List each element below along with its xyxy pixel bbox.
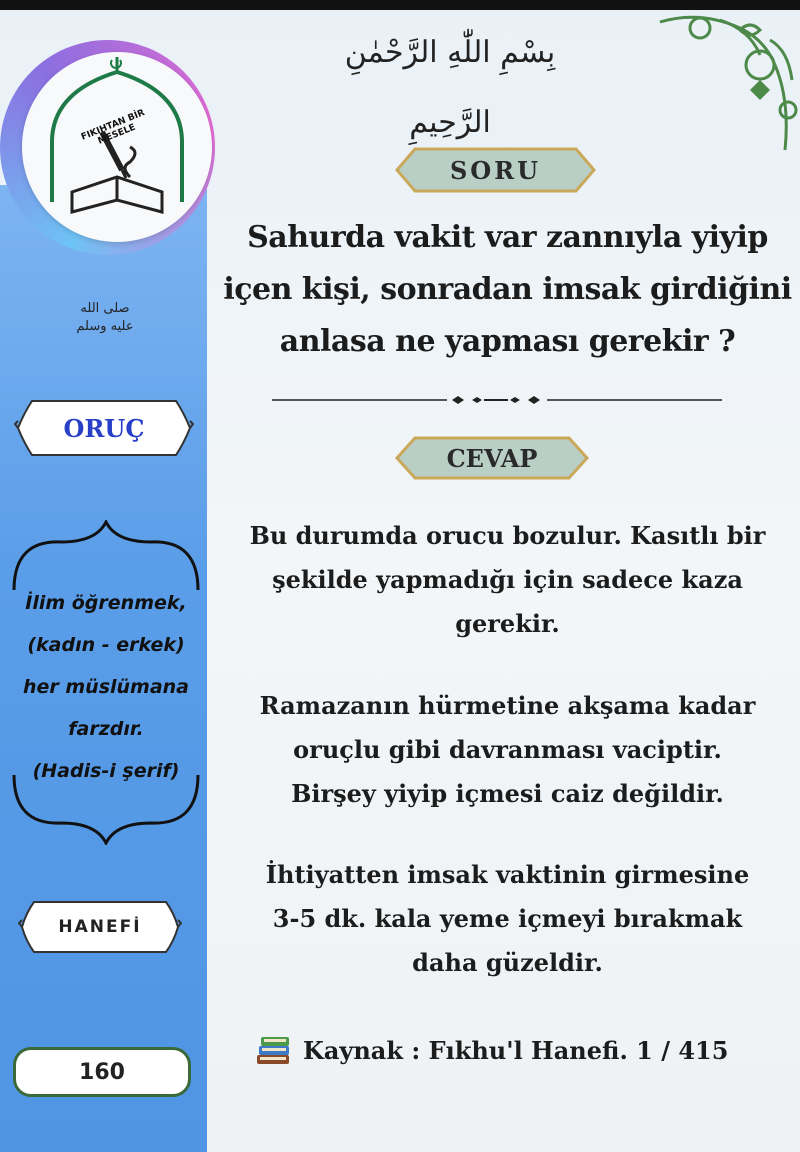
hadith-line: İlim öğrenmek, xyxy=(25,592,187,614)
bismillah-calligraphy xyxy=(300,18,600,140)
answer-line: İhtiyatten imsak vaktinin girmesine xyxy=(265,860,750,889)
books-icon xyxy=(255,1033,293,1067)
answer-badge xyxy=(393,434,591,482)
question-line: anlasa ne yapması gerekir ? xyxy=(279,324,736,359)
question-label: SORU xyxy=(449,155,542,185)
answer-line: Birşey yiyip içmesi caiz değildir. xyxy=(291,779,724,808)
salawat-text: صلى الله عليه وسلم xyxy=(76,301,134,334)
answer-label: CEVAP xyxy=(446,443,538,473)
answer-paragraph-3 xyxy=(215,853,800,985)
answer-line: şekilde yapmadığı için sadece kaza xyxy=(272,565,743,594)
hadith-line: (Hadis-i şerif) xyxy=(32,760,180,782)
answer-line: Bu durumda orucu bozulur. Kasıtlı bir xyxy=(249,521,766,550)
fikihtan-bir-mesele-logo xyxy=(22,52,212,242)
corner-ornament-icon xyxy=(600,10,800,170)
hadith-line: farzdır. xyxy=(68,718,144,740)
logo-text: FIKIHTAN BİR MESELE xyxy=(79,108,147,147)
answer-line: 3-5 dk. kala yeme içmeyi bırakmak xyxy=(272,904,743,933)
question-line: içen kişi, sonradan imsak girdiğini xyxy=(223,272,792,307)
salawat-calligraphy xyxy=(70,300,140,350)
hadith-text xyxy=(8,582,204,792)
answer-line: Ramazanın hürmetine akşama kadar xyxy=(259,691,756,720)
answer-paragraph-1 xyxy=(215,514,800,646)
hadith-line: her müslümana xyxy=(22,676,190,698)
page-number-badge: 160 xyxy=(13,1047,191,1097)
top-bar xyxy=(0,0,800,10)
answer-paragraph-2 xyxy=(215,684,800,816)
madhab-label: HANEFİ xyxy=(58,917,142,937)
ornamental-divider xyxy=(272,392,722,408)
question-text xyxy=(215,212,800,368)
bismillah-text: بِسْمِ اللّٰهِ الرَّحْمٰنِ الرَّحِيمِ xyxy=(344,35,556,140)
source-line xyxy=(255,1028,775,1072)
question-badge xyxy=(393,145,598,195)
answer-line: oruçlu gibi davranması vaciptir. xyxy=(293,735,722,764)
category-label: ORUÇ xyxy=(63,413,145,443)
answer-line: gerekir. xyxy=(455,609,560,638)
hadith-line: (kadın - erkek) xyxy=(27,634,185,656)
source-text: Kaynak : Fıkhu'l Hanefi. 1 / 415 xyxy=(303,1035,729,1065)
question-line: Sahurda vakit var zannıyla yiyip xyxy=(247,220,768,255)
answer-line: daha güzeldir. xyxy=(412,948,603,977)
